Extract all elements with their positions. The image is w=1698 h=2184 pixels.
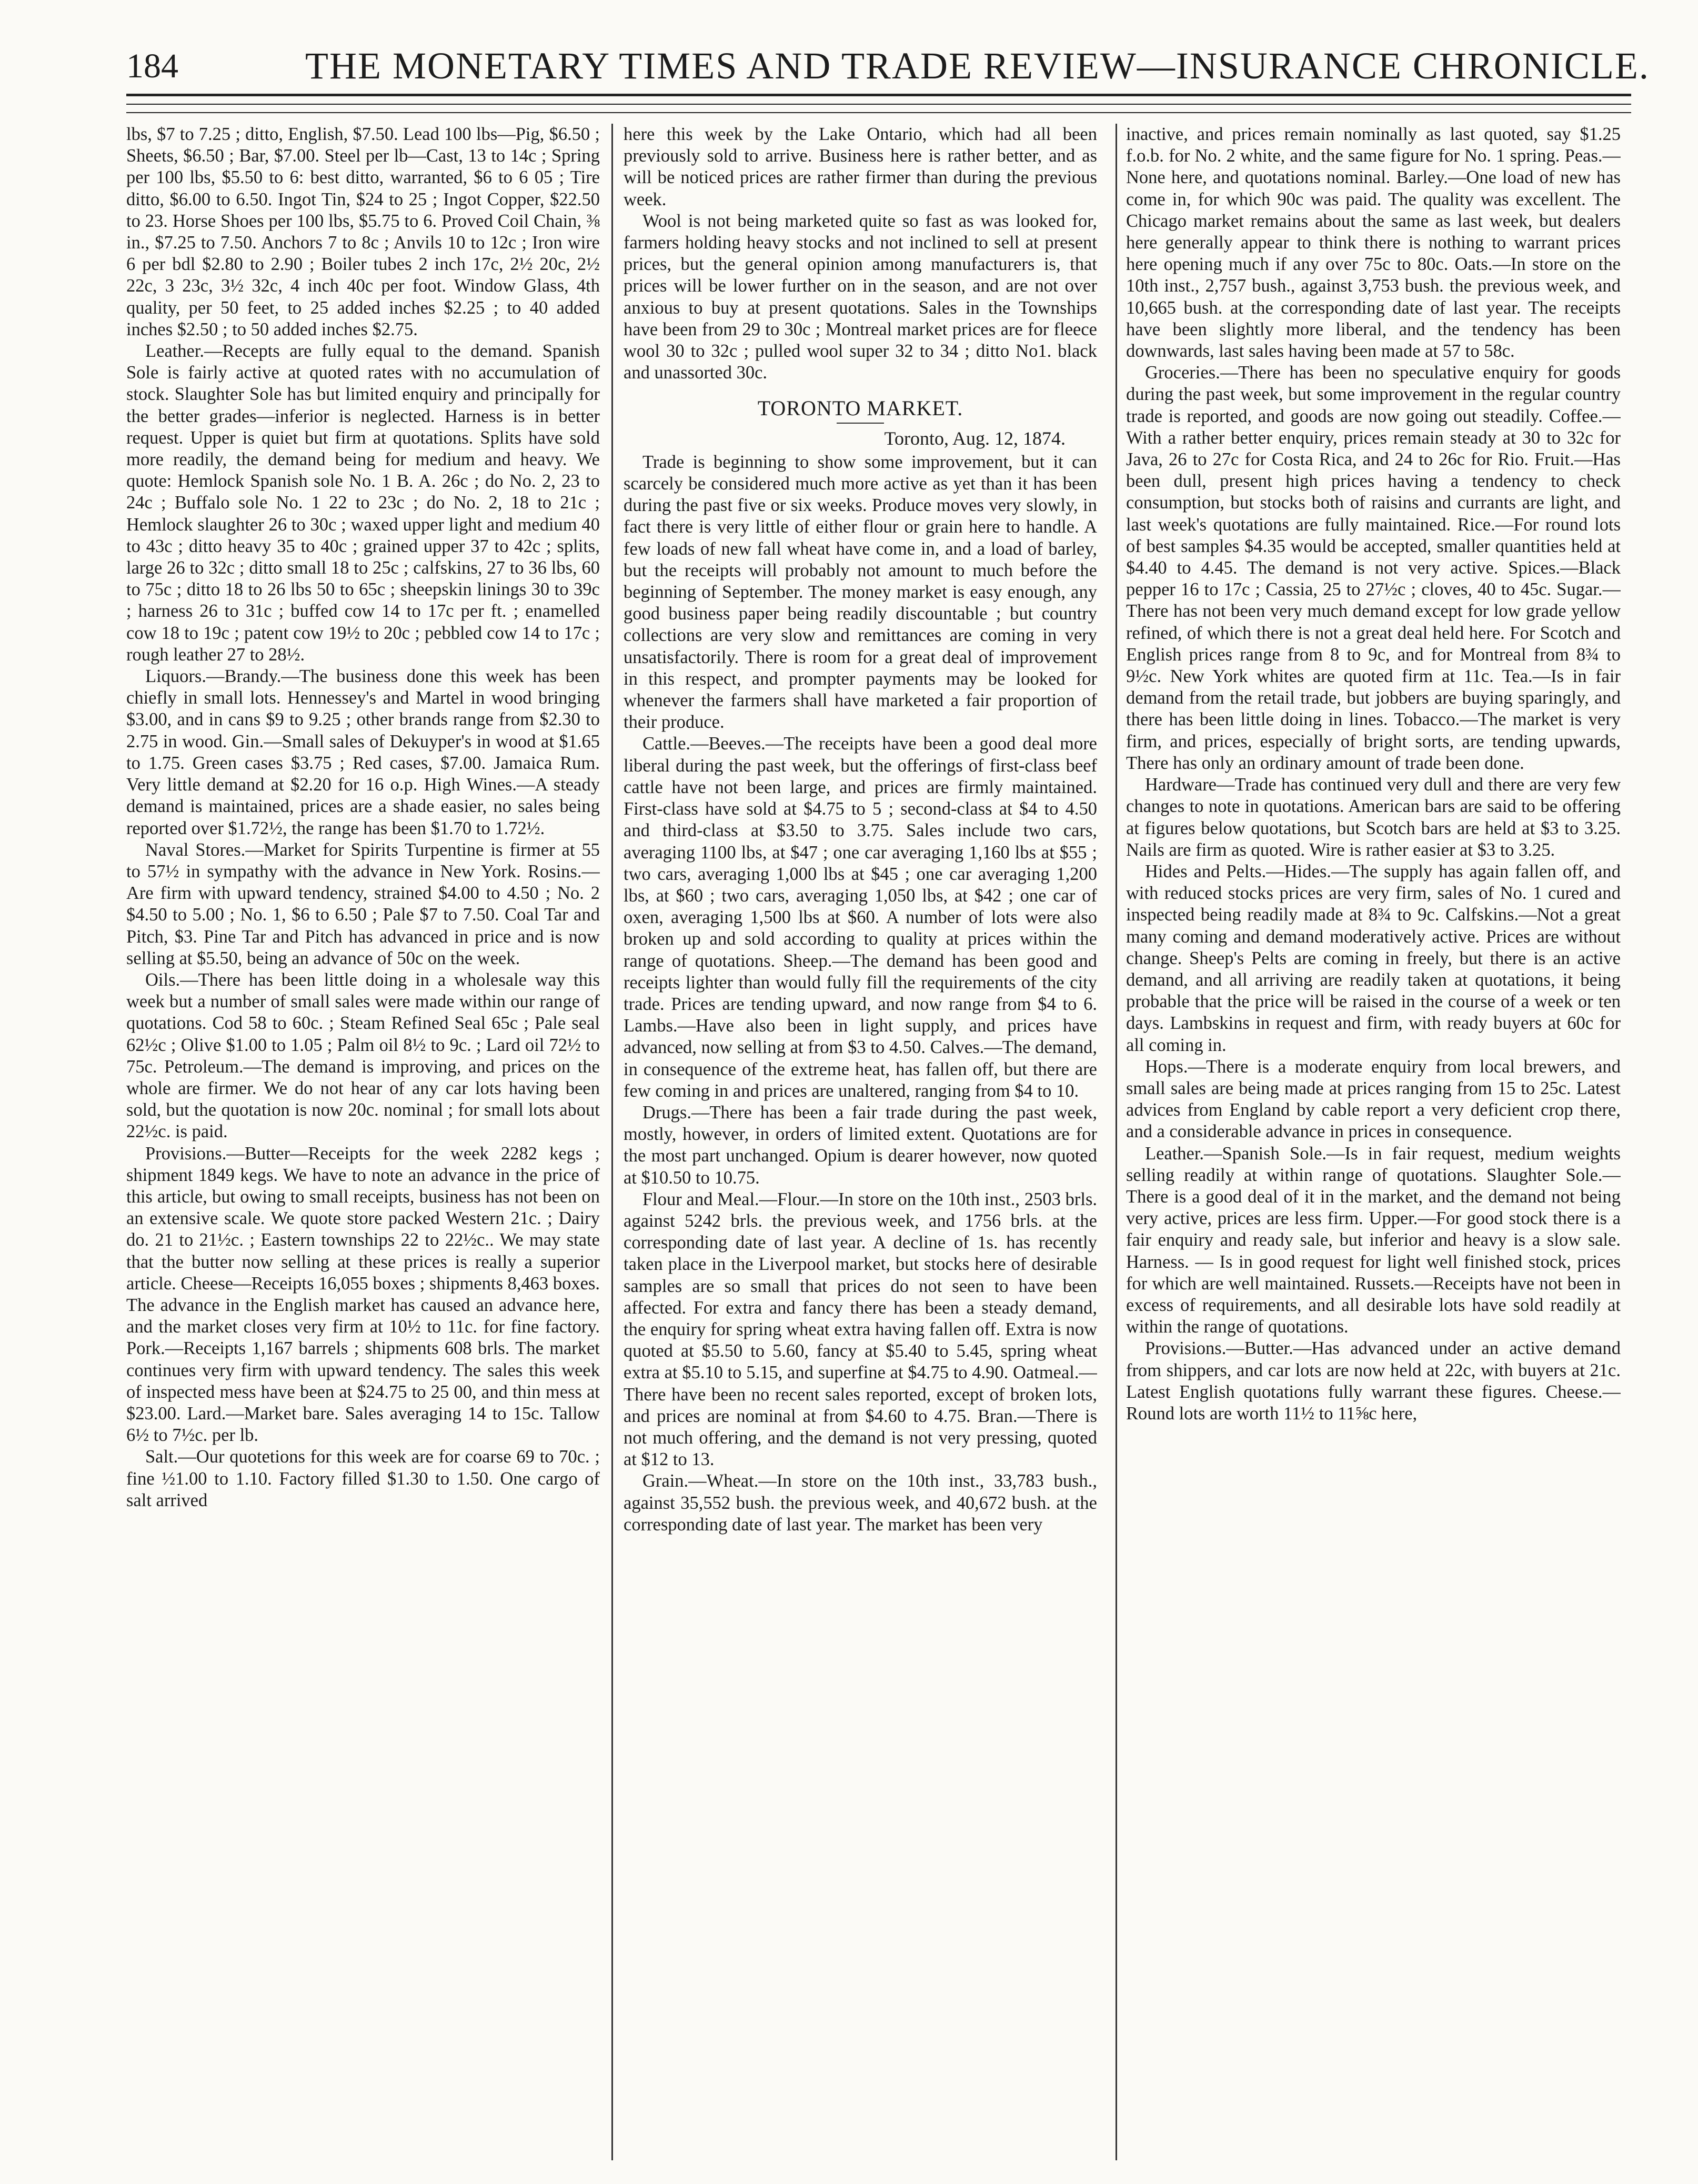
publication-title: THE MONETARY TIMES AND TRADE REVIEW—INSURANCE CHRONICLE.	[305, 45, 1650, 87]
paragraph-provisions: Provisions.—Butter—Receipts for the week 2282 kegs ; shipment 1849 kegs. We have to note an advance in the price of this article, but owing to small receipts, business has not been on an extensive scale. We quote store packed Western 21c. ; Dairy do. 21 to 21½c. ; Eastern townships 22 to 22½c.. We may state that the butter now selling at these prices is really a superior article. Cheese—Receipts 16,055 boxes ; shipments 8,463 boxes. The advance in the English market has caused an advance here, and the market closes very firm at 10½ to 11c. for fine factory. Pork.—Receipts 1,167 barrels ; shipments 608 brls. The market continues very firm with upward tendency. The sales this week of inspected mess have been at $24.75 to 25 00, and thin mess at $23.00. Lard.—Market bare. Sales averaging 14 to 15c. Tallow 6½ to 7½c. per lb.	[126, 1143, 600, 1446]
dateline: Toronto, Aug. 12, 1874.	[884, 427, 1066, 449]
paragraph-hops: Hops.—There is a moderate enquiry from local brewers, and small sales are being made at prices ranging from 15 to 25c. Latest advices from England by cable report a very deficient crop there, and a considerable advance in prices in consequence.	[1126, 1056, 1621, 1142]
column-1	[126, 124, 600, 2166]
header-rule-thick	[126, 94, 1631, 96]
section-divider	[837, 423, 884, 424]
paragraph-oils: Oils.—There has been little doing in a wholesale way this week but a number of small sales were made within our range of quotations. Cod 58 to 60c. ; Steam Refined Seal 65c ; Pale seal 62½c ; Olive $1.00 to 1.05 ; Palm oil 8½ to 9c. ; Lard oil 72½ to 75c. Petroleum.—The demand is improving, and prices on the whole are firmer. We do not hear of any car lots having been sold, but the quotation is now 20c. nominal ; for small lots about 22½c. is paid.	[126, 969, 600, 1142]
paragraph-wool: Wool is not being marketed quite so fast as was looked for, farmers holding heavy stocks and not inclined to sell at present prices, but the general opinion among manufacturers is, that prices will be lower further on in the season, and are not over anxious to buy at present quotations. Sales in the Townships have been from 29 to 30c ; Montreal market prices are for fleece wool 30 to 32c ; pulled wool super 32 to 34 ; ditto No1. black and unassorted 30c.	[624, 211, 1097, 383]
paragraph-hardware-continued: lbs, $7 to 7.25 ; ditto, English, $7.50. Lead 100 lbs—Pig, $6.50 ; Sheets, $6.50 ; Bar, $7.00. Steel per lb—Cast, 13 to 14c ; Spring per 100 lbs, $5.50 to 6: best ditto, warranted, $6 to 6 05 ; Tire ditto, $6.00 to 6.50. Ingot Tin, $24 to 25 ; Ingot Copper, $22.50 to 23. Horse Shoes per 100 lbs, $5.75 to 6. Proved Coil Chain, ⅜ in., $7.25 to 7.50. Anchors 7 to 8c ; Anvils 10 to 12c ; Iron wire 6 per bdl $2.80 to 2.90 ; Boiler tubes 2 inch 17c, 2½ 20c, 2½ 22c, 3 23c, 3½ 32c, 4 inch 40c per foot. Window Glass, 4th quality, per 50 feet, to 25 added inches $2.25 ; to 40 added inches $2.50 ; to 50 added inches $2.75.	[126, 124, 600, 339]
paragraph-trade: Trade is beginning to show some improvement, but it can scarcely be considered much more active as yet than it has been during the past five or six weeks. Produce moves very slowly, in fact there is very little of either flour or grain here to handle. A few loads of new fall wheat have come in, and a load of barley, but the receipts will probably not amount to much before the beginning of September. The money market is easy enough, any good business paper being readily discountable ; but country collections are very slow and remittances are coming in very unsatisfactorily. There is room for a great deal of improvement in this respect, and prompter payments may be looked for whenever the farmers shall have marketed a fair proportion of their produce.	[624, 452, 1097, 733]
paragraph-leather: Leather.—Recepts are fully equal to the demand. Spanish Sole is fairly active at quoted rates with no accumulation of stock. Slaughter Sole has but limited enquiry and principally for the better grades—inferior is neglected. Harness is in better request. Upper is quiet but firm at quotations. Splits have sold more readily, the demand being for medium and heavy. We quote: Hemlock Spanish sole No. 1 B. A. 26c ; do No. 2, 23 to 24c ; Buffalo sole No. 1 22 to 23c ; do No. 2, 18 to 21c ; Hemlock slaughter 26 to 30c ; waxed upper light and medium 40 to 43c ; ditto heavy 35 to 40c ; grained upper 37 to 42c ; splits, large 26 to 32c ; ditto small 18 to 25c ; calfskins, 27 to 36 lbs, 60 to 75c ; ditto 18 to 26 lbs 50 to 65c ; sheepskin linings 30 to 39c ; harness 26 to 31c ; buffed cow 14 to 17c per ft. ; enamelled cow 18 to 19c ; patent cow 19½ to 20c ; pebbled cow 14 to 17c ; rough leather 27 to 28½.	[126, 341, 600, 665]
section-title-toronto-market: TORONTO MARKET.	[757, 396, 963, 420]
paragraph-provisions-toronto: Provisions.—Butter.—Has advanced under an active demand from shippers, and car lots are now held at 22c, with buyers at 21c. Latest English quotations fully warrant these figures. Cheese.—Round lots are worth 11½ to 11⅝c here,	[1126, 1338, 1621, 1424]
paragraph-leather-toronto: Leather.—Spanish Sole.—Is in fair request, medium weights selling readily at within range of quotations. Slaughter Sole.—There is a good deal of it in the market, and the demand not being very active, prices are less firm. Upper.—For good stock there is a fair enquiry and ready sale, but inferior and heavy is a slow sale. Harness. — Is in good request for light well finished stock, prices for which are well maintained. Russets.—Receipts have not been in excess of requirements, and all desirable lots have sold readily at within the range of quotations.	[1126, 1143, 1621, 1337]
column-2	[624, 124, 1097, 2166]
column-3	[1126, 124, 1621, 2166]
paragraph-grain: Grain.—Wheat.—In store on the 10th inst., 33,783 bush., against 35,552 bush. the previous week, and 40,672 bush. at the corresponding date of last year. The market has been very	[624, 1471, 1097, 1535]
header-rule-thin-2	[126, 112, 1631, 113]
paragraph-hardware: Hardware—Trade has continued very dull and there are very few changes to note in quotations. American bars are said to be offering at figures below quotations, but Scotch bars are held at $3 to 3.25. Nails are firm as quoted. Wire is rather easier at $3 to 3.25.	[1126, 775, 1621, 860]
page-number: 184	[126, 47, 178, 85]
page-header	[126, 41, 1650, 99]
paragraph-cattle: Cattle.—Beeves.—The receipts have been a good deal more liberal during the past week, but the offerings of first-class beef cattle have not been large, and prices are firmly maintained. First-class have sold at $4.75 to 5 ; second-class at $4 to 4.50 and third-class at $3.50 to 3.75. Sales include two cars, averaging 1100 lbs, at $47 ; one car averaging 1,160 lbs at $55 ; two cars, averaging 1,000 lbs at $45 ; one car averaging 1,200 lbs, at $60 ; two cars, averaging 1,050 lbs, at $42 ; one car of oxen, averaging 1,500 lbs at $60. A number of lots were also broken up and sold according to quality at prices within the range of quotations. Sheep.—The demand has been good and receipts lighter than would fully fill the requirements of the city trade. Prices are tending upward, and now range from $4 to 6. Lambs.—Have also been in light supply, and prices have advanced, now selling at from $3 to 4.50. Calves.—The demand, in consequence of the extreme heat, has fallen off, but there are few coming in and prices are unaltered, ranging from $4 to 10.	[624, 734, 1097, 1101]
paragraph-salt-continued: here this week by the Lake Ontario, which had all been previously sold to arrive. Business here is rather better, and as will be noticed prices are rather firmer than during the previous week.	[624, 124, 1097, 209]
paragraph-liquors: Liquors.—Brandy.—The business done this week has been chiefly in small lots. Hennessey's and Martel in wood bringing $3.00, and in cans $9 to 9.25 ; other brands range from $2.30 to 2.75 in wood. Gin.—Small sales of Dekuyper's in wood at $1.65 to 1.75. Green cases $3.75 ; Red cases, $7.00. Jamaica Rum. Very little demand at $2.20 for 16 o.p. High Wines.—A steady demand is maintained, prices are a shade easier, no sales being reported over $1.72½, the range has been $1.70 to 1.72½.	[126, 666, 600, 838]
column-divider-1	[611, 124, 613, 2160]
paragraph-hides-and-pelts: Hides and Pelts.—Hides.—The supply has again fallen off, and with reduced stocks prices are very firm, sales of No. 1 cured and inspected being readily made at 8¾ to 9c. Calfskins.—Not a great many coming and demand moderatively active. Prices are without change. Sheep's Pelts are coming in freely, but there is an active demand, and all arriving are readily taken at quotations, it being probable that the price will be raised in the course of a week or ten days. Lambskins in request and firm, with ready buyers at 60c for all coming in.	[1126, 861, 1621, 1055]
paragraph-salt: Salt.—Our quotetions for this week are for coarse 69 to 70c. ; fine ½1.00 to 1.10. Factory filled $1.30 to 1.50. One cargo of salt arrived	[126, 1447, 600, 1510]
paragraph-flour-and-meal: Flour and Meal.—Flour.—In store on the 10th inst., 2503 brls. against 5242 brls. the previous week, and 1756 brls. at the corresponding date of last year. A decline of 1s. has recently taken place in the Liverpool market, but stocks here of desirable samples are so small that prices do not seen to have been affected. For extra and fancy there has been a steady demand, the enquiry for spring wheat extra having fallen off. Extra is now quoted at $5.50 to 5.60, fancy at $5.40 to 5.45, spring wheat extra at $5.10 to 5.15, and superfine at $4.75 to 4.90. Oatmeal.—There have been no recent sales reported, except of broken lots, and prices are nominal at from $4.60 to 4.75. Bran.—There is not much offering, and the demand is not very pressing, quoted at $12 to 13.	[624, 1189, 1097, 1470]
header-rule-thin	[126, 104, 1631, 105]
paragraph-groceries: Groceries.—There has been no speculative enquiry for goods during the past week, but some improvement in the regular country trade is reported, and goods are now going out steadily. Coffee.—With a rather better enquiry, prices remain steady at 30 to 32c for Java, 26 to 27c for Costa Rica, and 24 to 26c for Rio. Fruit.—Has been dull, present high prices having a tendency to check consumption, but stocks both of raisins and currants are light, and last week's quotations are fully maintained. Rice.—For round lots of best samples $4.35 would be accepted, smaller quantities held at $4.40 to 4.45. The demand is not very active. Spices.—Black pepper 16 to 17c ; Cassia, 25 to 27½c ; cloves, 40 to 45c. Sugar.—There has not been very much demand except for low grade yellow refined, of which there is not a great deal held here. For Scotch and English prices range from 8 to 9c, and for Montreal from 8¾ to 9½c. New York whites are quoted firm at 11c. Tea.—Is in fair demand from the retail trade, but jobbers are buying sparingly, and there has been little doing in lines. Tobacco.—The market is very firm, and prices, especially of bright sorts, are tending upwards, There has only an ordinary amount of trade been done.	[1126, 363, 1621, 773]
paragraph-grain-continued: inactive, and prices remain nominally as last quoted, say $1.25 f.o.b. for No. 2 white, and the same figure for No. 1 spring. Peas.—None here, and quotations nominal. Barley.—One load of new has come in, for which 90c was paid. The quality was excellent. The Chicago market remains about the same as last week, but dealers here generally appear to think there is nothing to warrant prices here opening much if any over 75c to 80c. Oats.—In store on the 10th inst., 2,757 bush., against 3,753 bush. the previous week, and 10,665 bush. at the corresponding date of last year. The receipts have been slightly more liberal, and the tendency has been downwards, last sales having been made at 57 to 58c.	[1126, 124, 1621, 362]
paragraph-naval-stores: Naval Stores.—Market for Spirits Turpentine is firmer at 55 to 57½ in sympathy with the advance in New York. Rosins.—Are firm with upward tendency, strained $4.00 to 4.50 ; No. 2 $4.50 to 5.00 ; No. 1, $6 to 6.50 ; Pale $7 to 7.50. Coal Tar and Pitch, $3. Pine Tar and Pitch has advanced in price and is now selling at $5.50, being an advance of 50c on the week.	[126, 839, 600, 968]
column-divider-2	[1116, 124, 1117, 2160]
paragraph-drugs: Drugs.—There has been a fair trade during the past week, mostly, however, in orders of limited extent. Quotations are for the most part unchanged. Opium is dearer however, now quoted at $10.50 to 10.75.	[624, 1102, 1097, 1188]
